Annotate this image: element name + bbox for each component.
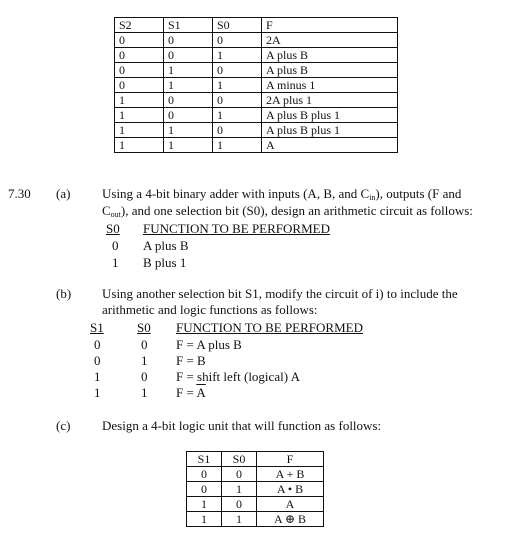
part-b-row1-fn: F = B <box>176 353 206 368</box>
part-a-row1-fn: B plus 1 <box>143 255 187 270</box>
function-table-body <box>115 18 398 153</box>
part-b-row3-fn: $F = \overline{A}$ <box>176 385 206 400</box>
cell-s0: 0 <box>213 93 262 108</box>
part-b-text-line2: arithmetic and logic functions as follows: <box>102 302 318 317</box>
cell-s0: 1 <box>213 48 262 63</box>
part-b-col-s0: S0 <box>137 320 151 335</box>
cell-s1: 0 <box>187 467 222 482</box>
cell-f: A plus B plus 1 <box>262 123 398 138</box>
part-a-col-s0: S0 <box>106 221 120 236</box>
part-b-row2-s1: 1 <box>94 369 101 384</box>
cell-f: A + B <box>257 467 324 482</box>
header-s0: S0 <box>222 452 257 467</box>
cell-s1: 0 <box>187 482 222 497</box>
part-b-row1-s0: 1 <box>141 353 148 368</box>
cell-s2: 1 <box>115 138 164 153</box>
b-bar: $\overline{B}$ <box>300 48 309 62</box>
a-bar: $\overline{A}$ <box>196 385 206 400</box>
b-bar: $\overline{B}$ <box>300 108 309 122</box>
cell-s1: 0 <box>164 93 213 108</box>
part-b-row1-s1: 0 <box>94 353 101 368</box>
part-a-row0-s0: 0 <box>112 238 119 253</box>
cell-s0: 0 <box>213 33 262 48</box>
part-c-label: (c) <box>56 418 71 433</box>
table-row <box>187 512 324 527</box>
table-row <box>187 467 324 482</box>
cell-s2: 0 <box>115 33 164 48</box>
cell-f: A minus 1 <box>262 78 398 93</box>
part-b-text-line1: Using another selection bit S1, modify the circuit of i) to include the <box>102 286 458 301</box>
table-row <box>115 48 398 63</box>
cell-s0: 1 <box>213 138 262 153</box>
table-row <box>115 63 398 78</box>
table-row <box>115 108 398 123</box>
part-a-text-line2: Cout), and one selection bit (S0), design an arithmetic circuit as follows: <box>102 203 473 219</box>
logic-unit-table <box>186 451 324 527</box>
cell-s1: 1 <box>164 78 213 93</box>
part-a-row1-s0: 1 <box>112 255 119 270</box>
cell-s0: 1 <box>213 108 262 123</box>
cell-s2: 1 <box>115 93 164 108</box>
part-b-row0-fn: F = A plus B <box>176 337 242 352</box>
header-s0: S0 <box>213 18 262 33</box>
cell-f: A plus $\overline{B}$ plus 1 <box>262 108 398 123</box>
cell-s1: 1 <box>187 512 222 527</box>
table-row <box>187 497 324 512</box>
part-b-label: (b) <box>56 286 72 301</box>
part-b-row2-fn: F = shift left (logical) A <box>176 369 300 384</box>
part-b-row0-s1: 0 <box>94 337 101 352</box>
cell-s0: 0 <box>213 63 262 78</box>
part-b-row3-s0: 1 <box>141 385 148 400</box>
cell-s2: 1 <box>115 108 164 123</box>
cell-f: A <box>262 138 398 153</box>
cell-f: A plus B <box>262 63 398 78</box>
cell-s1: 0 <box>164 48 213 63</box>
cell-s0: 1 <box>222 482 257 497</box>
table-row <box>115 93 398 108</box>
part-b-col-s1: S1 <box>90 320 104 335</box>
cell-s2: 0 <box>115 48 164 63</box>
part-a-text-line1: Using a 4-bit binary adder with inputs (A, B, and Cin), outputs (F and <box>102 186 462 202</box>
header-f: F <box>257 452 324 467</box>
cell-s2: 0 <box>115 63 164 78</box>
header-f: F <box>262 18 398 33</box>
function-table-s2-s1-s0 <box>114 17 398 153</box>
table-row <box>115 33 398 48</box>
cell-s0: 0 <box>222 497 257 512</box>
cell-f: A ⊕ B <box>257 512 324 527</box>
cell-s2: 0 <box>115 78 164 93</box>
table-row <box>115 78 398 93</box>
part-b-row0-s0: 0 <box>141 337 148 352</box>
cell-f: A • B <box>257 482 324 497</box>
problem-number: 7.30 <box>8 186 31 201</box>
cell-f: 2A <box>262 33 398 48</box>
cell-f: 2A plus 1 <box>262 93 398 108</box>
cell-s1: 0 <box>164 33 213 48</box>
table-row <box>115 123 398 138</box>
cell-s1: 1 <box>164 138 213 153</box>
table-header-row <box>115 18 398 33</box>
cell-f: $\overline{A}$ <box>257 497 324 512</box>
logic-unit-table-body <box>187 452 324 527</box>
cell-s1: 1 <box>187 497 222 512</box>
part-a-row0-fn: A plus B <box>143 238 189 253</box>
cell-s0: 0 <box>222 467 257 482</box>
table-row <box>115 138 398 153</box>
cell-s0: 0 <box>213 123 262 138</box>
part-b-row3-s1: 1 <box>94 385 101 400</box>
table-row <box>187 482 324 497</box>
part-a-col-function: FUNCTION TO BE PERFORMED <box>143 221 330 236</box>
header-s2: S2 <box>115 18 164 33</box>
cell-s2: 1 <box>115 123 164 138</box>
part-a-label: (a) <box>56 186 71 201</box>
cell-s1: 1 <box>164 63 213 78</box>
header-s1: S1 <box>164 18 213 33</box>
cell-s1: 0 <box>164 108 213 123</box>
part-b-row2-s0: 0 <box>141 369 148 384</box>
part-c-text-line1: Design a 4-bit logic unit that will function as follows: <box>102 418 382 433</box>
header-s1: S1 <box>187 452 222 467</box>
cell-f: A plus $\overline{B}$ <box>262 48 398 63</box>
cell-s0: 1 <box>222 512 257 527</box>
table-header-row <box>187 452 324 467</box>
cell-s0: 1 <box>213 78 262 93</box>
cell-s1: 1 <box>164 123 213 138</box>
part-b-col-function: FUNCTION TO BE PERFORMED <box>176 320 363 335</box>
